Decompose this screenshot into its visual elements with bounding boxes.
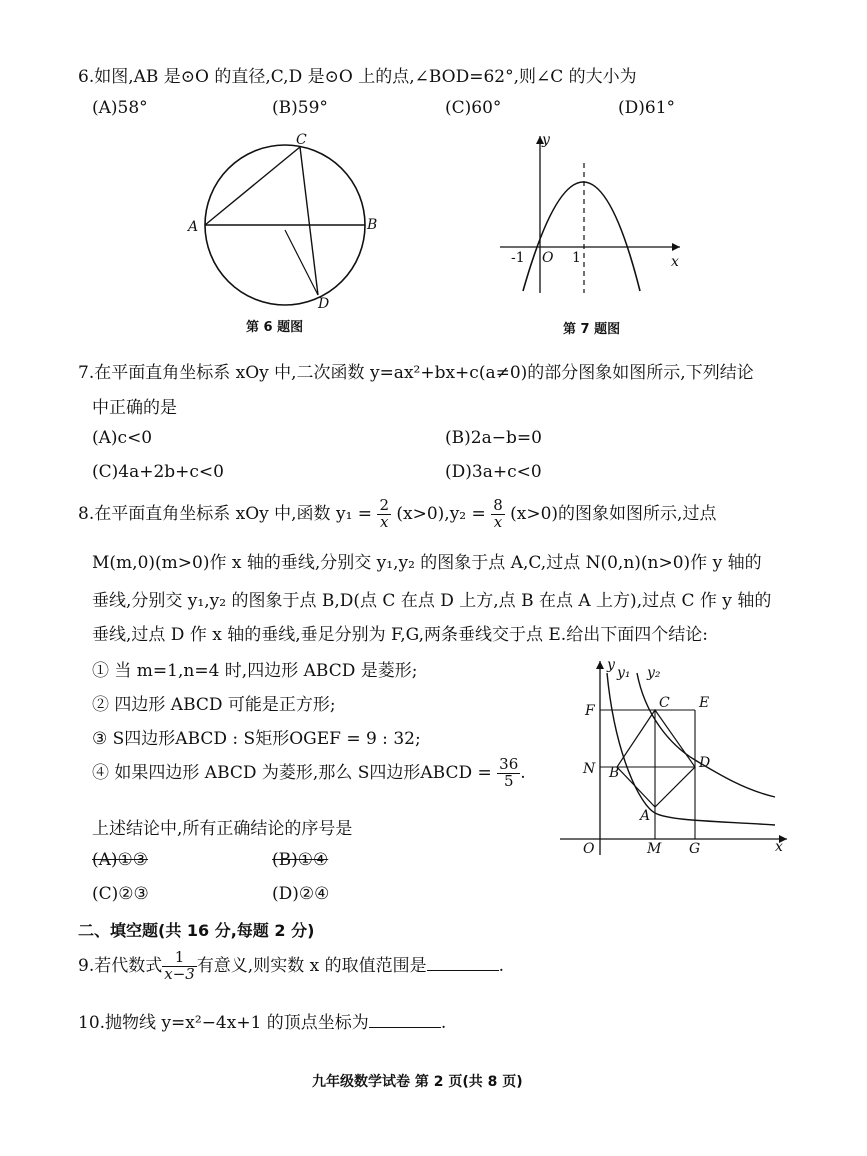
q8-line1: 8.在平面直角坐标系 xOy 中,函数 y₁ = $\frac{2}{x}$ (x>0),y₂ = $\frac{8}{x}$ (x>0)的图象如图所示,过点 bbox=[78, 496, 717, 531]
q9: 9.若代数式 $\frac{1}{x-3}$ 有意义,则实数 x 的取值范围是 . bbox=[78, 948, 505, 983]
fig7-y: y bbox=[542, 132, 550, 148]
figure-7-parabola bbox=[495, 128, 695, 298]
fraction-8-over-x: $\frac{8}{x}$ bbox=[493, 496, 503, 531]
fig8-e: E bbox=[699, 695, 710, 711]
label-b: B bbox=[367, 217, 378, 233]
fig8-y1: y₁ bbox=[617, 665, 631, 681]
fig8-c: C bbox=[659, 695, 670, 711]
q6-option-b: (B)59° bbox=[272, 98, 328, 118]
fig8-m: M bbox=[647, 841, 662, 857]
fig7-o: O bbox=[542, 250, 554, 266]
fig8-o: O bbox=[583, 841, 595, 857]
q6-stem: 6.如图,AB 是⊙O 的直径,C,D 是⊙O 上的点,∠BOD=62°,则∠C 的大小为 bbox=[78, 67, 637, 87]
q8-option-a: (A)①③ bbox=[92, 850, 149, 870]
q7-option-c: (C)4a+2b+c<0 bbox=[92, 462, 224, 482]
q7-option-a: (A)c<0 bbox=[92, 428, 153, 448]
q6-option-c: (C)60° bbox=[445, 98, 502, 118]
fraction-36-over-5: $\frac{36}{5}$ bbox=[499, 755, 519, 790]
fig7-x: x bbox=[671, 254, 679, 270]
fraction-1-over-x-minus-3: $\frac{1}{x-3}$ bbox=[164, 948, 195, 983]
q8-ask: 上述结论中,所有正确结论的序号是 bbox=[92, 819, 353, 839]
fig8-d: D bbox=[699, 755, 711, 771]
curve-y1 bbox=[607, 673, 775, 825]
page-footer: 九年级数学试卷 第 2 页(共 8 页) bbox=[312, 1074, 523, 1090]
fig8-y: y bbox=[607, 657, 615, 673]
q7-stem-line2: 中正确的是 bbox=[92, 398, 177, 418]
label-c: C bbox=[296, 132, 307, 148]
fig8-f: F bbox=[585, 703, 595, 719]
fig6-caption: 第 6 题图 bbox=[246, 320, 304, 335]
figure-6-circle bbox=[180, 130, 390, 310]
fig8-y2: y₂ bbox=[647, 665, 661, 681]
q8-conclusion-3: ③ S四边形ABCD : S矩形OGEF = 9 : 32; bbox=[92, 729, 421, 749]
chord-ac bbox=[205, 147, 300, 225]
fig8-g: G bbox=[689, 841, 701, 857]
q8-option-b: (B)①④ bbox=[272, 850, 329, 870]
fig8-x: x bbox=[775, 839, 783, 855]
fig7-caption: 第 7 题图 bbox=[563, 322, 621, 337]
fig7-neg1: -1 bbox=[511, 250, 525, 266]
q6-option-a: (A)58° bbox=[92, 98, 148, 118]
q8-option-d: (D)②④ bbox=[272, 884, 330, 904]
fig8-b: B bbox=[609, 765, 620, 781]
fig8-n: N bbox=[583, 761, 596, 777]
figure-8-hyperbolas bbox=[555, 655, 795, 860]
label-a: A bbox=[188, 219, 199, 235]
q8-conclusion-4: ④ 如果四边形 ABCD 为菱形,那么 S四边形ABCD = $\frac{36}{5}$ . bbox=[92, 755, 526, 790]
fraction-2-over-x: $\frac{2}{x}$ bbox=[379, 496, 389, 531]
section-2-title: 二、填空题(共 16 分,每题 2 分) bbox=[78, 921, 315, 940]
fig8-a: A bbox=[640, 808, 651, 824]
q6-option-d: (D)61° bbox=[618, 98, 676, 118]
q8-line3: 垂线,分别交 y₁,y₂ 的图象于点 B,D(点 C 在点 D 上方,点 B 在点 A 上方),过点 C 作 y 轴的 bbox=[92, 591, 772, 611]
quadrilateral-abcd bbox=[617, 710, 695, 807]
q7-option-d: (D)3a+c<0 bbox=[445, 462, 542, 482]
q8-line2: M(m,0)(m>0)作 x 轴的垂线,分别交 y₁,y₂ 的图象于点 A,C,过点 N(0,n)(n>0)作 y 轴的 bbox=[92, 553, 762, 573]
curve-y2 bbox=[637, 673, 775, 797]
radius-od bbox=[285, 230, 318, 295]
chord-cd bbox=[300, 147, 318, 295]
q8-option-c: (C)②③ bbox=[92, 884, 149, 904]
q8-conclusion-2: ② 四边形 ABCD 可能是正方形; bbox=[92, 695, 336, 715]
q9-answer-blank bbox=[427, 956, 499, 971]
q10: 10.抛物线 y=x²−4x+1 的顶点坐标为 . bbox=[78, 1013, 447, 1033]
q10-answer-blank bbox=[369, 1013, 441, 1028]
label-d: D bbox=[318, 296, 330, 310]
q8-line4: 垂线,过点 D 作 x 轴的垂线,垂足分别为 F,G,两条垂线交于点 E.给出下面四个结论: bbox=[92, 625, 708, 645]
fig7-one: 1 bbox=[572, 250, 581, 266]
q7-stem-line1: 7.在平面直角坐标系 xOy 中,二次函数 y=ax²+bx+c(a≠0)的部分图象如图所示,下列结论 bbox=[78, 363, 754, 383]
q7-option-b: (B)2a−b=0 bbox=[445, 428, 542, 448]
q8-conclusion-1: ① 当 m=1,n=4 时,四边形 ABCD 是菱形; bbox=[92, 661, 418, 681]
